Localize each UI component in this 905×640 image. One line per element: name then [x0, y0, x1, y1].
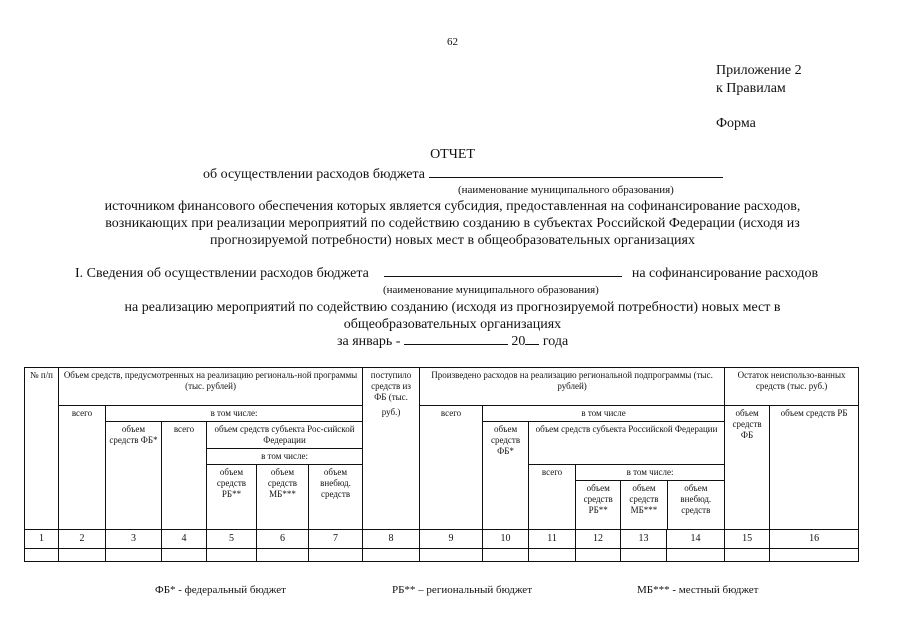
appendix-line-1: Приложение 2 [716, 63, 802, 78]
period-year-suffix: года [542, 334, 569, 349]
intro-caption-1: (наименование муниципального образования) [458, 184, 674, 196]
footnote-rb: РБ** – региональный бюджет [392, 584, 532, 596]
column-number: 9 [420, 529, 483, 548]
column-number: 4 [162, 529, 207, 548]
section1-caption: (наименование муниципального образования) [383, 284, 599, 296]
header-received: поступило средств из ФБ (тыс. [363, 368, 420, 406]
data-cell[interactable] [25, 548, 59, 561]
plan-offbudget: объем внебюд. средств [309, 464, 363, 529]
spent-fb: объем средств ФБ* [483, 421, 529, 529]
spent-subj-total: всего [529, 464, 576, 529]
report-title: ОТЧЕТ [430, 147, 475, 162]
period-year-prefix: 20 [511, 334, 526, 349]
intro-line-3: возникающих при реализации мероприятий по содействию созданию в субъектах Российской Федерации (исходя из [105, 216, 800, 231]
data-cell[interactable] [207, 548, 257, 561]
plan-subj [207, 421, 363, 464]
footnote-fb: ФБ* - федеральный бюджет [155, 584, 286, 596]
section1-heading: I. Сведения об осуществлении расходов бюджета [75, 266, 369, 281]
data-row [25, 548, 859, 561]
spent-subj-subcols [576, 481, 724, 529]
intro-line-1-text: об осуществлении расходов бюджета [203, 167, 426, 182]
section1-line-3: общеобразовательных организациях [343, 317, 562, 332]
data-cell[interactable] [576, 548, 621, 561]
appendix-line-2: к Правилам [716, 81, 786, 96]
data-cell[interactable] [770, 548, 859, 561]
column-number: 11 [529, 529, 576, 548]
column-number: 7 [309, 529, 363, 548]
plan-total: всего [59, 405, 106, 529]
intro-line-4: прогнозируемой потребности) новых мест в общеобразовательных организациях [210, 233, 695, 248]
column-number: 15 [725, 529, 770, 548]
period-month-blank[interactable] [404, 344, 508, 345]
section1-line-1 [75, 265, 818, 283]
header-row-1 [25, 368, 859, 406]
header-received-cont: руб.) [363, 405, 420, 529]
column-number: 10 [483, 529, 529, 548]
spent-rb: объем средств РБ** [576, 481, 621, 529]
spent-subj-split [576, 464, 725, 529]
spent-offbudget: объем внебюд. средств [680, 482, 712, 515]
data-cell[interactable] [725, 548, 770, 561]
column-number: 1 [25, 529, 59, 548]
column-number: 12 [576, 529, 621, 548]
header-balance: Остаток неиспользо-ванных средств (тыс. руб.) [725, 368, 859, 406]
column-number: 16 [770, 529, 859, 548]
plan-rb: объем средств РБ** [207, 464, 257, 529]
balance-fb: объем средств ФБ [725, 405, 770, 529]
data-cell[interactable] [363, 548, 420, 561]
plan-fb: объем средств ФБ* [106, 421, 162, 529]
data-cell[interactable] [257, 548, 309, 561]
intro-line-2: источником финансового обеспечения которых является субсидия, предоставленная на софинансирование расходов, [104, 199, 801, 214]
spent-subj-incl: в том числе: [576, 465, 724, 481]
data-cell[interactable] [529, 548, 576, 561]
data-cell[interactable] [59, 548, 106, 561]
plan-subj-total: всего [162, 421, 207, 529]
column-number: 5 [207, 529, 257, 548]
balance-rb: объем средств РБ [770, 405, 859, 529]
header-plan: Объем средств, предусмотренных на реализацию региональ-ной программы (тыс. рублей) [59, 368, 363, 406]
data-cell[interactable] [667, 548, 725, 561]
plan-mb: объем средств МБ*** [257, 464, 309, 529]
municipality-blank-2[interactable] [384, 276, 622, 277]
data-cell[interactable] [309, 548, 363, 561]
data-cell[interactable] [621, 548, 667, 561]
data-cell[interactable] [162, 548, 207, 561]
intro-line-1 [203, 166, 723, 184]
column-number: 14 [667, 529, 725, 548]
column-number: 2 [59, 529, 106, 548]
period-year-blank[interactable] [525, 344, 539, 345]
plan-incl: в том числе: [106, 405, 363, 421]
spent-subj: объем средств субъекта Российской Федерации [529, 421, 725, 464]
header-row-2 [25, 405, 859, 421]
header-num: № п/п [25, 368, 59, 530]
page-number: 62 [447, 36, 458, 48]
column-number-row [25, 529, 859, 548]
section1-line-2: на реализацию мероприятий по содействию созданию (исходя из прогнозируемой потребности) новых мест в [124, 300, 781, 315]
column-number: 3 [106, 529, 162, 548]
data-cell[interactable] [106, 548, 162, 561]
header-spent: Произведено расходов на реализацию региональной подпрограммы (тыс. рублей) [420, 368, 725, 406]
spent-total: всего [420, 405, 483, 529]
data-cell[interactable] [483, 548, 529, 561]
column-number: 13 [621, 529, 667, 548]
spent-mb: объем средств МБ*** [621, 481, 667, 529]
section1-heading-end: на софинансирование расходов [631, 266, 819, 281]
period-line [337, 333, 568, 351]
appendix-note [716, 62, 802, 98]
period-label: за январь - [337, 334, 401, 349]
municipality-blank-1[interactable] [429, 177, 723, 178]
spent-incl: в том числе [483, 405, 725, 421]
footnote-mb: МБ*** - местный бюджет [637, 584, 759, 596]
report-table [24, 367, 859, 562]
data-cell[interactable] [420, 548, 483, 561]
plan-subj-label: объем средств субъекта Рос-сийской Федерации [207, 422, 362, 449]
column-number: 6 [257, 529, 309, 548]
column-number: 8 [363, 529, 420, 548]
plan-subj-incl: в том числе: [261, 450, 308, 461]
form-label: Форма [716, 116, 756, 131]
